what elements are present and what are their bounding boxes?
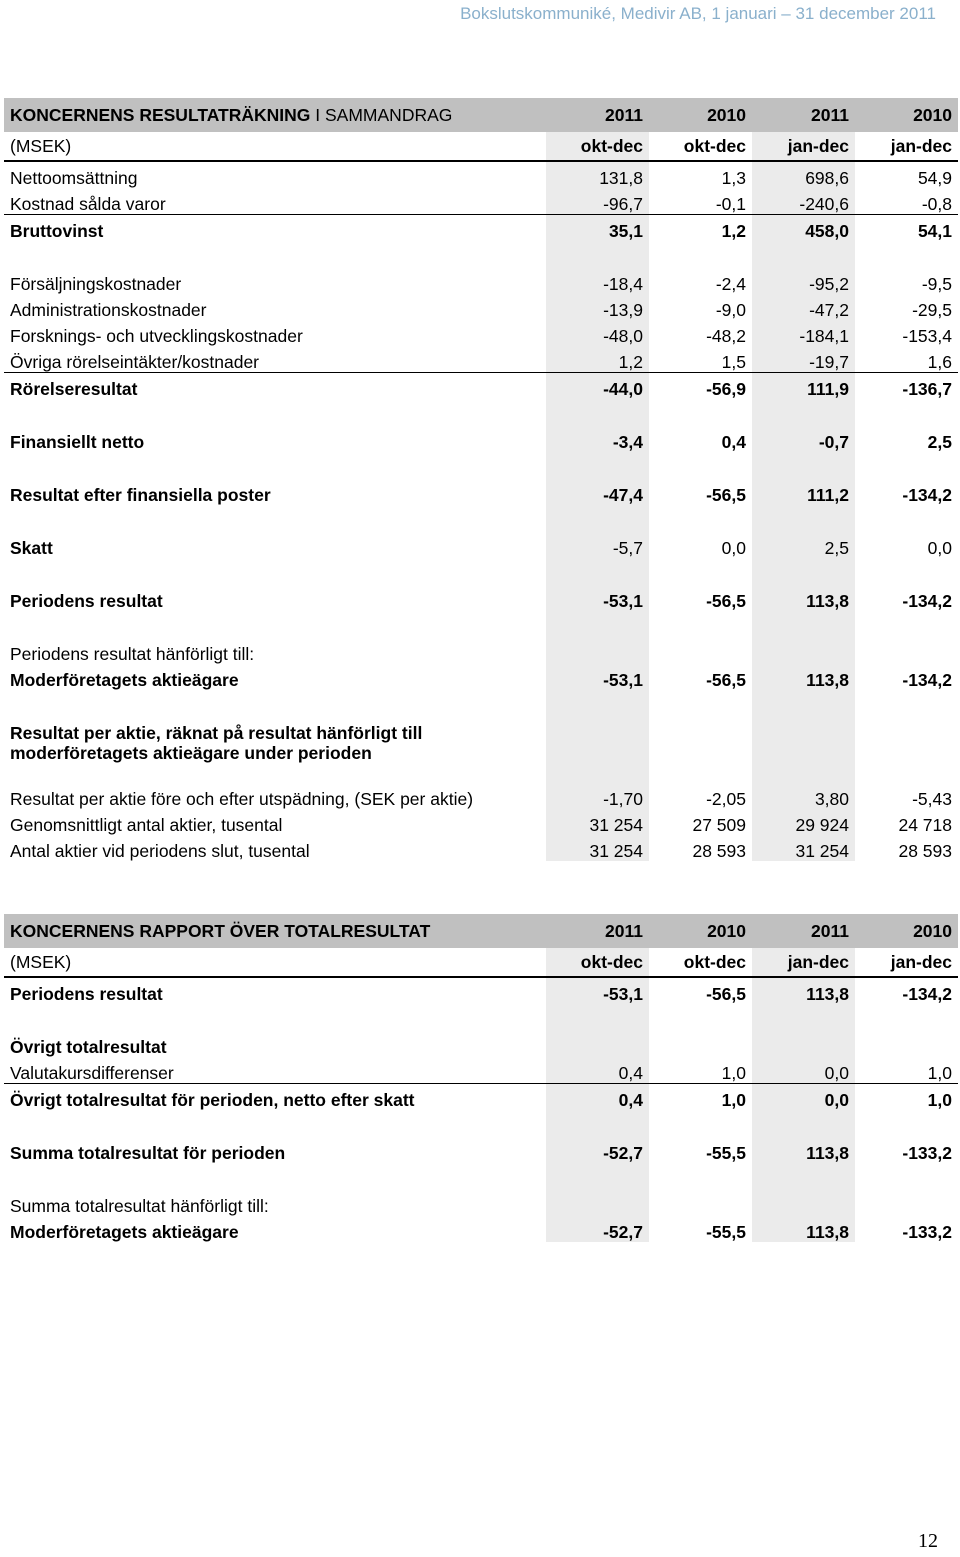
row-label: Genomsnittligt antal aktier, tusental bbox=[10, 815, 283, 835]
table-title: KONCERNENS RESULTATRÄKNING I SAMMANDRAG bbox=[4, 98, 546, 132]
cell-value: -0,8 bbox=[855, 188, 958, 215]
table-row bbox=[4, 638, 958, 664]
cell-value: 1,3 bbox=[721, 168, 746, 188]
cell-value: 458,0 bbox=[752, 215, 855, 242]
cell-value: 35,1 bbox=[546, 215, 649, 242]
spacer-row bbox=[4, 1163, 958, 1190]
spacer-row bbox=[4, 505, 958, 532]
cell-value: 28 593 bbox=[898, 841, 952, 861]
row-label: Övriga rörelseintäkter/kostnader bbox=[4, 346, 546, 373]
cell-value: -1,70 bbox=[546, 763, 649, 809]
row-label: Periodens resultat bbox=[10, 591, 163, 611]
cell-value: -240,6 bbox=[752, 188, 855, 215]
table-row bbox=[4, 717, 958, 763]
spacer-row bbox=[4, 241, 958, 268]
year-header: 2010 bbox=[855, 914, 958, 948]
cell-value: 1,2 bbox=[546, 346, 649, 373]
cell-value: -134,2 bbox=[902, 984, 952, 1004]
cell-value: -52,7 bbox=[546, 1137, 649, 1163]
cell-value: -53,1 bbox=[546, 977, 649, 1004]
table-row bbox=[4, 585, 958, 611]
table-row bbox=[4, 532, 958, 558]
row-label: Moderföretagets aktieägare bbox=[10, 1222, 239, 1242]
row-label: Periodens resultat hänförligt till: bbox=[10, 644, 255, 664]
cell-value: -9,0 bbox=[715, 300, 746, 320]
cell-value: -19,7 bbox=[752, 346, 855, 373]
row-label: Rörelseresultat bbox=[10, 379, 138, 399]
table-row bbox=[4, 1137, 958, 1163]
cell-value: -56,9 bbox=[706, 379, 746, 399]
row-label: Finansiellt netto bbox=[10, 432, 145, 452]
table-row bbox=[4, 294, 958, 320]
cell-value: -18,4 bbox=[546, 268, 649, 294]
row-label: Resultat per aktie, räknat på resultat hänförligt till moderföretagets aktieägare under perioden bbox=[10, 723, 423, 763]
period-header: jan-dec bbox=[855, 132, 958, 161]
table-row bbox=[4, 1057, 958, 1084]
row-label: Valutakursdifferenser bbox=[4, 1057, 546, 1084]
row-label: Antal aktier vid periodens slut, tusental bbox=[10, 841, 310, 861]
spacer-row bbox=[4, 452, 958, 479]
cell-value: 698,6 bbox=[752, 161, 855, 188]
cell-value: -184,1 bbox=[752, 320, 855, 346]
table-row bbox=[4, 161, 958, 188]
spacer-row bbox=[4, 1110, 958, 1137]
year-header: 2011 bbox=[546, 98, 649, 132]
table-row bbox=[4, 346, 958, 373]
page-number: 12 bbox=[918, 1530, 938, 1552]
cell-value: -56,5 bbox=[706, 591, 746, 611]
cell-value: 54,9 bbox=[917, 168, 952, 188]
year-header: 2011 bbox=[752, 914, 855, 948]
cell-value: 113,8 bbox=[752, 585, 855, 611]
table-row bbox=[4, 1216, 958, 1242]
document-header: Bokslutskommuniké, Medivir AB, 1 januari – 31 december 2011 bbox=[460, 4, 936, 23]
cell-value: 1,0 bbox=[927, 1090, 952, 1110]
cell-value: 111,9 bbox=[752, 373, 855, 400]
cell-value: -95,2 bbox=[752, 268, 855, 294]
cell-value: -29,5 bbox=[912, 300, 952, 320]
row-label: Forsknings- och utvecklingskostnader bbox=[10, 326, 303, 346]
cell-value: 31 254 bbox=[546, 835, 649, 861]
row-label: Moderföretagets aktieägare bbox=[10, 670, 239, 690]
table-row bbox=[4, 1031, 958, 1057]
cell-value: -56,5 bbox=[706, 485, 746, 505]
row-label: Kostnad sålda varor bbox=[4, 188, 546, 215]
table-row bbox=[4, 268, 958, 294]
row-label: Administrationskostnader bbox=[10, 300, 207, 320]
cell-value: 2,5 bbox=[927, 432, 952, 452]
table-row bbox=[4, 809, 958, 835]
cell-value: 0,0 bbox=[721, 538, 746, 558]
cell-value: -133,2 bbox=[902, 1143, 952, 1163]
cell-value: 1,0 bbox=[855, 1057, 958, 1084]
cell-value: 3,80 bbox=[752, 763, 855, 809]
cell-value: -52,7 bbox=[546, 1216, 649, 1242]
cell-value: 113,8 bbox=[752, 1216, 855, 1242]
row-label: Summa totalresultat hänförligt till: bbox=[10, 1196, 269, 1216]
row-label: Skatt bbox=[10, 538, 53, 558]
table-row bbox=[4, 1190, 958, 1216]
spacer-row bbox=[4, 399, 958, 426]
table-row bbox=[4, 479, 958, 505]
table-title: KONCERNENS RAPPORT ÖVER TOTALRESULTAT bbox=[4, 914, 546, 948]
cell-value: 2,5 bbox=[752, 532, 855, 558]
cell-value: -3,4 bbox=[546, 426, 649, 452]
period-header: okt-dec bbox=[546, 132, 649, 161]
row-label: Försäljningskostnader bbox=[10, 274, 182, 294]
cell-value: 27 509 bbox=[692, 815, 746, 835]
row-label: Resultat per aktie före och efter utspädning, (SEK per aktie) bbox=[10, 789, 474, 809]
year-header: 2011 bbox=[752, 98, 855, 132]
cell-value: -134,2 bbox=[902, 670, 952, 690]
cell-value: 0,0 bbox=[752, 1057, 855, 1084]
table-row bbox=[4, 664, 958, 690]
cell-value: -134,2 bbox=[902, 591, 952, 611]
row-label: Summa totalresultat för perioden bbox=[10, 1143, 286, 1163]
spacer-row bbox=[4, 690, 958, 717]
cell-value: -96,7 bbox=[546, 188, 649, 215]
cell-value: 24 718 bbox=[898, 815, 952, 835]
cell-value: -5,43 bbox=[912, 789, 952, 809]
cell-value: -0,7 bbox=[752, 426, 855, 452]
cell-value: -2,05 bbox=[706, 789, 746, 809]
row-label: Nettoomsättning bbox=[10, 168, 138, 188]
table-header-years bbox=[4, 914, 958, 948]
period-header: okt-dec bbox=[546, 948, 649, 977]
year-header: 2010 bbox=[855, 98, 958, 132]
cell-value: 31 254 bbox=[546, 809, 649, 835]
table-row bbox=[4, 426, 958, 452]
cell-value: -53,1 bbox=[546, 664, 649, 690]
cell-value: -55,5 bbox=[706, 1143, 746, 1163]
cell-value: -56,5 bbox=[706, 670, 746, 690]
period-header: okt-dec bbox=[649, 948, 752, 977]
cell-value: -44,0 bbox=[546, 373, 649, 400]
table-row bbox=[4, 763, 958, 809]
cell-value: -2,4 bbox=[715, 274, 746, 294]
cell-value: -9,5 bbox=[921, 274, 952, 294]
cell-value: -136,7 bbox=[902, 379, 952, 399]
cell-value: -53,1 bbox=[546, 585, 649, 611]
cell-value: -134,2 bbox=[902, 485, 952, 505]
cell-value: -47,2 bbox=[752, 294, 855, 320]
cell-value: 111,2 bbox=[752, 479, 855, 505]
spacer-row bbox=[4, 558, 958, 585]
cell-value: 1,0 bbox=[649, 1057, 752, 1084]
period-header: jan-dec bbox=[752, 132, 855, 161]
cell-value: -56,5 bbox=[706, 984, 746, 1004]
cell-value: -47,4 bbox=[546, 479, 649, 505]
cell-value: 0,0 bbox=[927, 538, 952, 558]
unit-label: (MSEK) bbox=[4, 132, 546, 161]
cell-value: 29 924 bbox=[752, 809, 855, 835]
cell-value: -0,1 bbox=[649, 188, 752, 215]
cell-value: 28 593 bbox=[692, 841, 746, 861]
cell-value: 1,0 bbox=[721, 1090, 746, 1110]
table-row bbox=[4, 373, 958, 400]
unit-label: (MSEK) bbox=[4, 948, 546, 977]
cell-value: -13,9 bbox=[546, 294, 649, 320]
row-label: Resultat efter finansiella poster bbox=[10, 485, 271, 505]
row-label: Bruttovinst bbox=[10, 221, 104, 241]
cell-value: 0,0 bbox=[752, 1084, 855, 1111]
table-row bbox=[4, 1084, 958, 1111]
year-header: 2010 bbox=[649, 914, 752, 948]
table-row bbox=[4, 215, 958, 242]
table-row bbox=[4, 320, 958, 346]
cell-value: -55,5 bbox=[706, 1222, 746, 1242]
row-label: Periodens resultat bbox=[10, 984, 163, 1004]
cell-value: 113,8 bbox=[752, 664, 855, 690]
cell-value: 1,2 bbox=[721, 221, 746, 241]
period-header: okt-dec bbox=[649, 132, 752, 161]
spacer-row bbox=[4, 611, 958, 638]
cell-value: -48,2 bbox=[706, 326, 746, 346]
cell-value: 113,8 bbox=[752, 977, 855, 1004]
cell-value: 31 254 bbox=[752, 835, 855, 861]
comprehensive-income-table bbox=[4, 914, 958, 1242]
year-header: 2011 bbox=[546, 914, 649, 948]
cell-value: -5,7 bbox=[546, 532, 649, 558]
cell-value: 0,4 bbox=[721, 432, 746, 452]
period-header: jan-dec bbox=[752, 948, 855, 977]
cell-value: 0,4 bbox=[546, 1057, 649, 1084]
cell-value: 131,8 bbox=[546, 161, 649, 188]
period-header: jan-dec bbox=[855, 948, 958, 977]
row-label: Övrigt totalresultat för perioden, netto efter skatt bbox=[10, 1090, 415, 1110]
cell-value: -153,4 bbox=[902, 326, 952, 346]
cell-value: 0,4 bbox=[546, 1084, 649, 1111]
cell-value: 1,6 bbox=[855, 346, 958, 373]
table-header-periods bbox=[4, 132, 958, 161]
cell-value: 54,1 bbox=[917, 221, 952, 241]
row-label: Övrigt totalresultat bbox=[10, 1037, 167, 1057]
cell-value: 113,8 bbox=[752, 1137, 855, 1163]
table-header-periods bbox=[4, 948, 958, 977]
spacer-row bbox=[4, 1004, 958, 1031]
income-statement-table bbox=[4, 98, 958, 861]
table-row bbox=[4, 188, 958, 215]
year-header: 2010 bbox=[649, 98, 752, 132]
cell-value: -48,0 bbox=[546, 320, 649, 346]
cell-value: -133,2 bbox=[902, 1222, 952, 1242]
table-row bbox=[4, 977, 958, 1004]
table-row bbox=[4, 835, 958, 861]
table-header-years bbox=[4, 98, 958, 132]
cell-value: 1,5 bbox=[649, 346, 752, 373]
